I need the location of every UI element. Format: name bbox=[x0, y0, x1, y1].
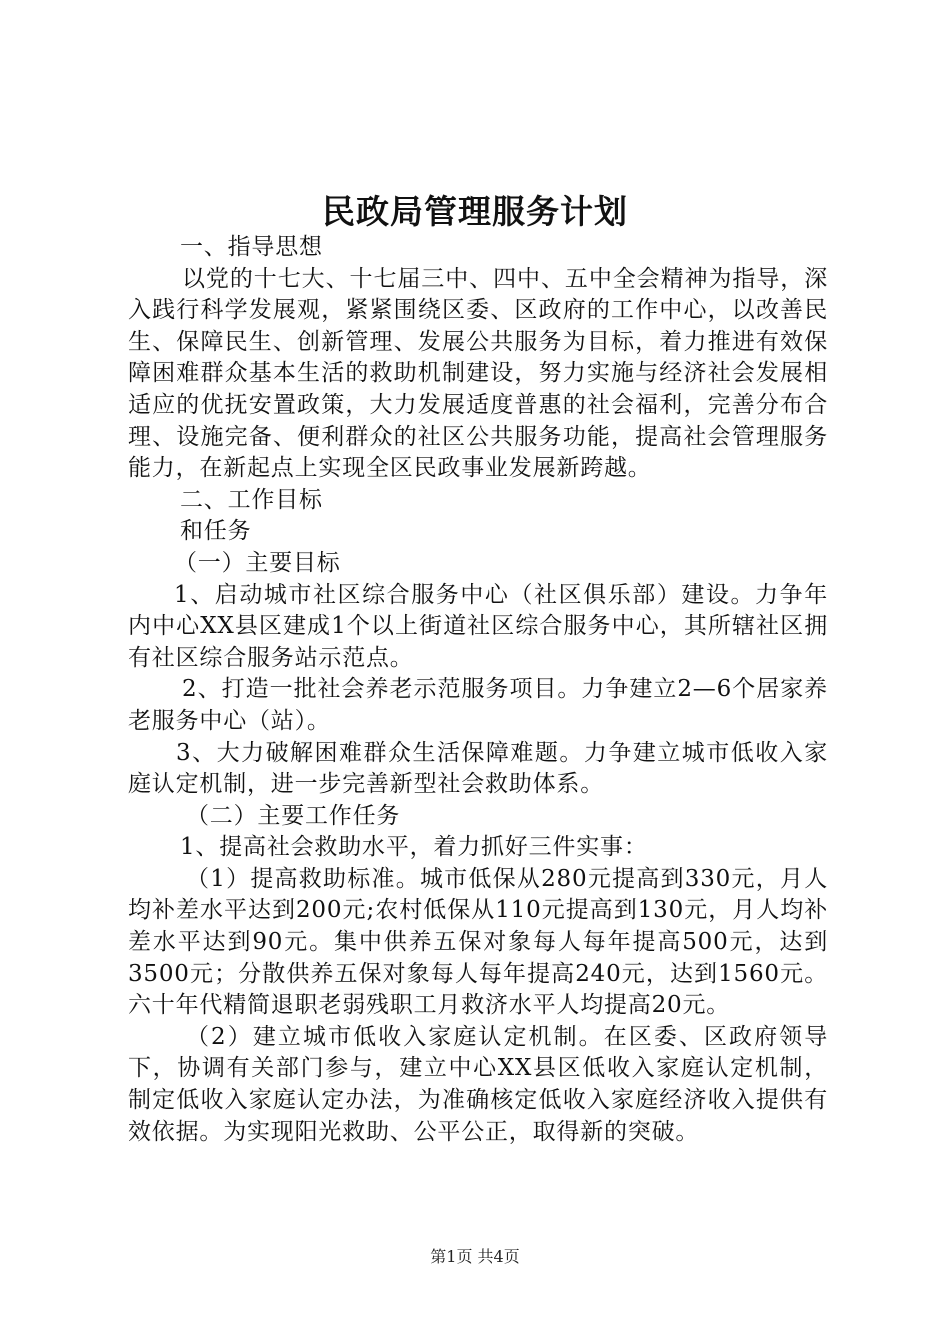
paragraph: 2、打造一批社会养老示范服务项目。力争建立2—6个居家养老服务中心（站）。 bbox=[128, 676, 828, 734]
section-heading: 一、指导思想 bbox=[180, 234, 323, 260]
page-number-footer: 第1页 共4页 bbox=[430, 1247, 520, 1266]
paragraph: 1、提高社会救助水平，着力抓好三件实事： bbox=[180, 834, 648, 861]
section-heading: 二、工作目标 bbox=[180, 486, 323, 513]
paragraph: （1）提高救助标准。城市低保从280元提高到330元，月人均补差水平达到200元;农村低保从110元提高到130元，月人均补差水平达到90元。集中供养五保对象每人每年提高500元，达到3500元；分散供养五保对象每人每年提高240元，达到1560元。六十年代精简退职老弱残职工月救济水平人均提高20元。 bbox=[128, 865, 828, 1019]
paragraph: 3、大力破解困难群众生活保障难题。力争建立城市低收入家庭认定机制，进一步完善新型社会救助体系。 bbox=[128, 739, 828, 798]
subsection-heading: （二）主要工作任务 bbox=[186, 802, 401, 829]
paragraph: 以党的十七大、十七届三中、四中、五中全会精神为指导，深入践行科学发展观，紧紧围绕区委、区政府的工作中心，以改善民生、保障民生、创新管理、发展公共服务为目标，着力推进有效保障困难群众基本生活的救助机制建设，努力实施与经济社会发展相适应的优抚安置政策，大力发展适度普惠的社会福利，完善分布合理、设施完备、便利群众的社区公共服务功能，提高社会管理服务能力，在新起点上实现全区民政事业发展新跨越。 bbox=[128, 265, 828, 482]
paragraph: （2）建立城市低收入家庭认定机制。在区委、区政府领导下，协调有关部门参与，建立中心XX县区低收入家庭认定机制，制定低收入家庭认定办法，为准确核定低收入家庭经济收入提供有效依据。为实现阳光救助、公平公正，取得新的突破。 bbox=[128, 1023, 828, 1145]
document-title: 民政局管理服务计划 bbox=[322, 192, 628, 231]
subsection-heading: （一）主要目标 bbox=[174, 549, 341, 576]
section-heading-continued: 和任务 bbox=[180, 518, 252, 545]
document-body bbox=[128, 232, 828, 1148]
paragraph: 1、启动城市社区综合服务中心（社区俱乐部）建设。力争年内中心XX县区建成1个以上街道社区综合服务中心，其所辖社区拥有社区综合服务站示范点。 bbox=[128, 581, 828, 671]
